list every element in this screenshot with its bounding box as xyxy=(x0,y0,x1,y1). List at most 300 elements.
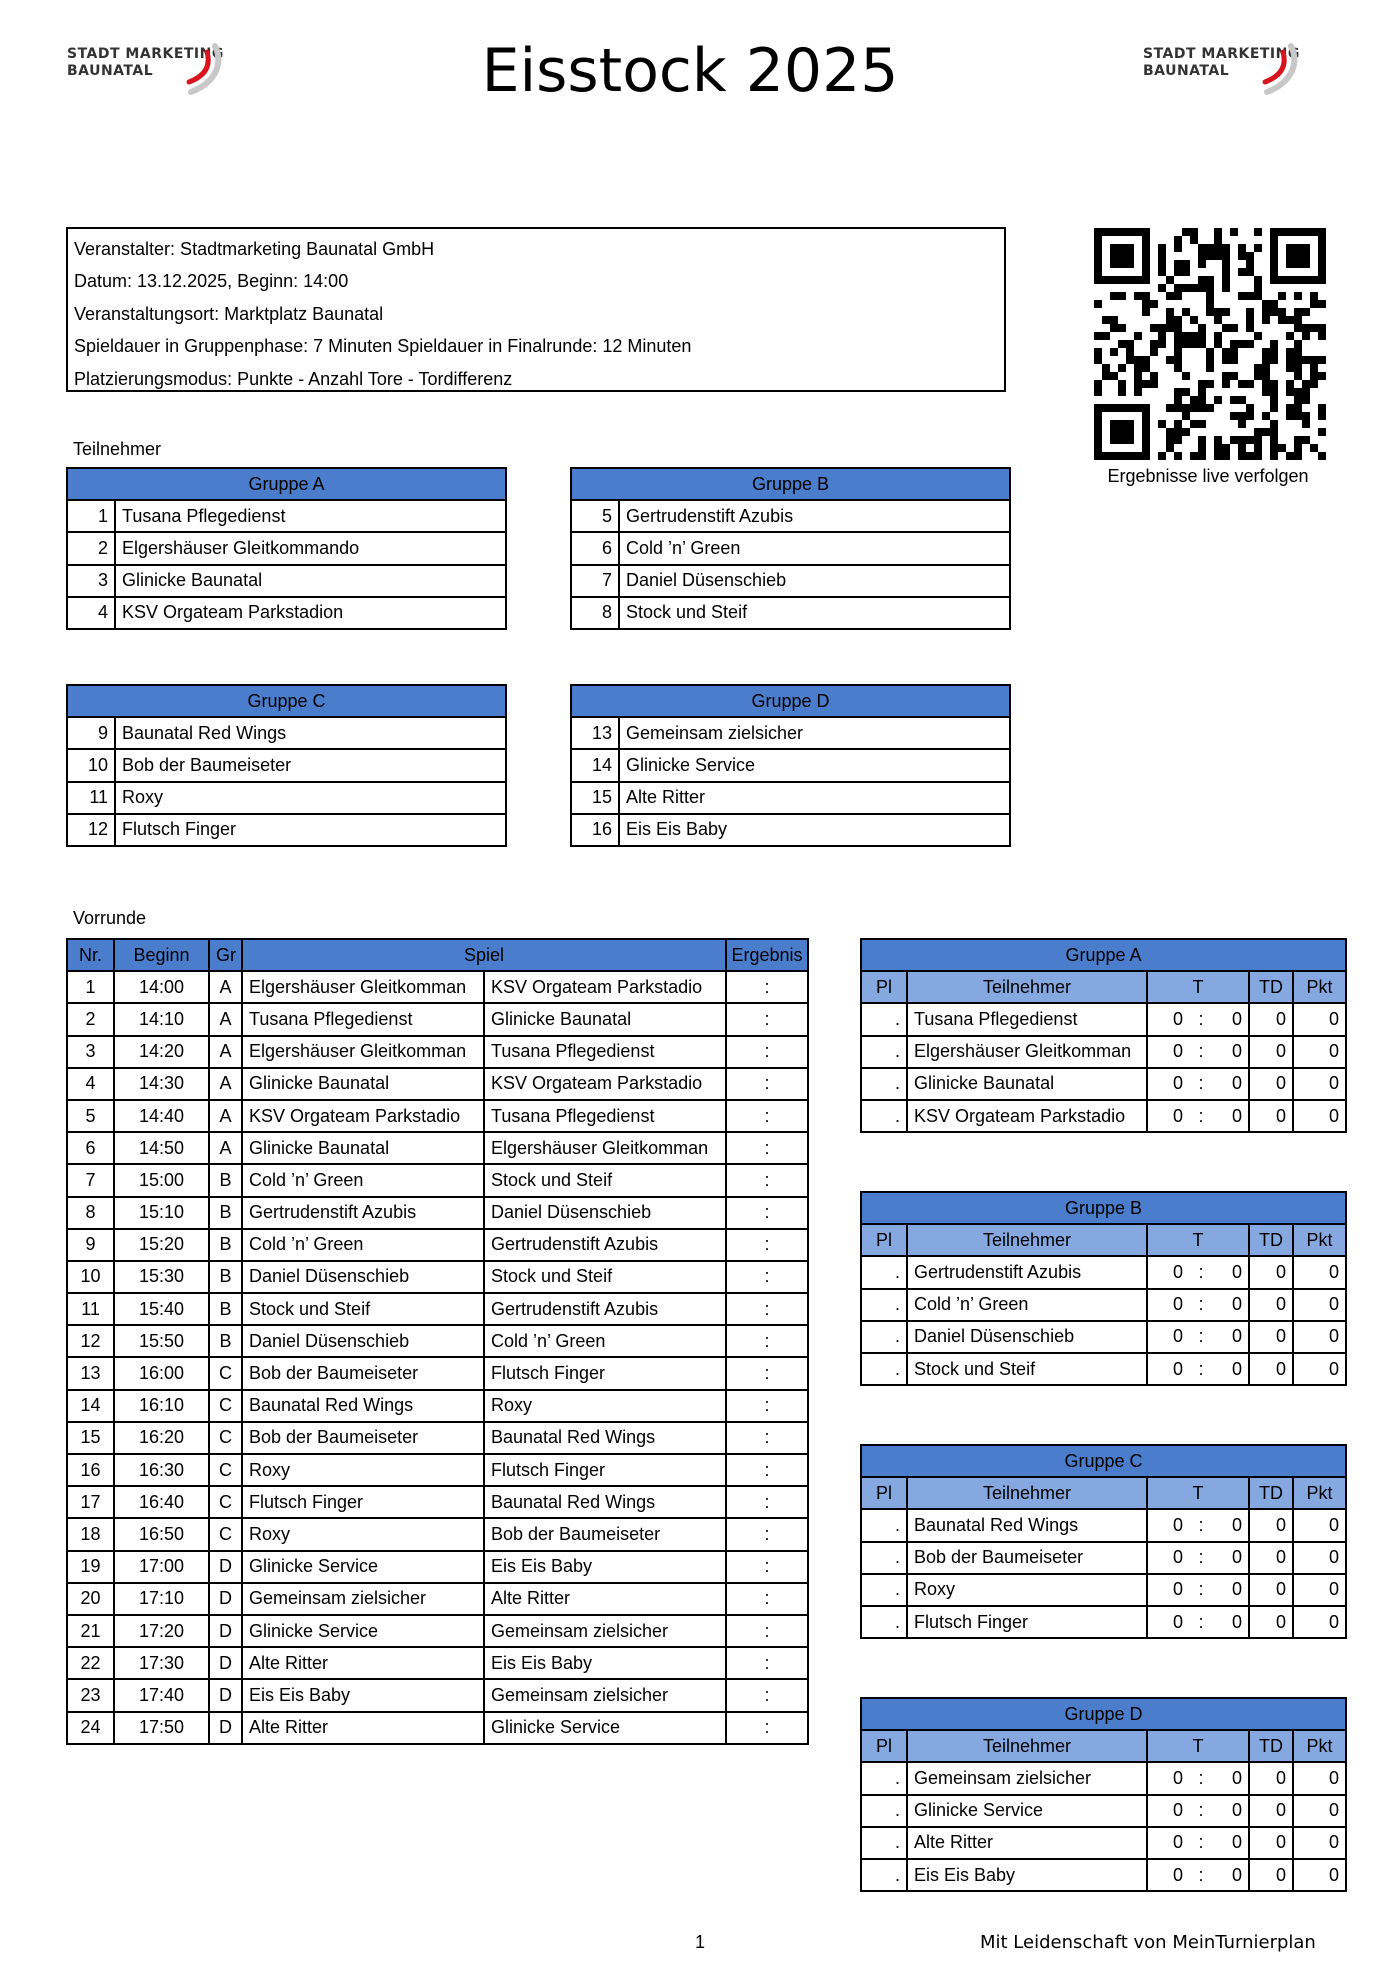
standings-goals-against: 0 xyxy=(1213,1795,1249,1827)
match-group: B xyxy=(209,1261,242,1293)
col-header-pl: Pl xyxy=(861,1730,907,1762)
col-header-td: TD xyxy=(1249,1224,1293,1256)
team-row xyxy=(571,749,1010,781)
match-result: : xyxy=(726,1679,808,1711)
standings-points: 0 xyxy=(1293,1574,1346,1606)
standings-row xyxy=(861,1003,1346,1035)
match-row xyxy=(67,1647,808,1679)
standings-goals-separator: : xyxy=(1189,1795,1213,1827)
match-time: 16:40 xyxy=(114,1486,209,1518)
match-time: 14:50 xyxy=(114,1132,209,1164)
standings-row xyxy=(861,1289,1346,1321)
standings-team: Glinicke Baunatal xyxy=(907,1068,1147,1100)
standings-place: . xyxy=(861,1509,907,1541)
col-header-pkt: Pkt xyxy=(1293,1477,1346,1509)
team-number: 9 xyxy=(67,717,115,749)
standings-points: 0 xyxy=(1293,1256,1346,1288)
standings-points: 0 xyxy=(1293,1827,1346,1859)
standings-goals-for: 0 xyxy=(1147,1256,1189,1288)
standings-group-header: Gruppe B xyxy=(861,1192,1346,1224)
participants-group-a xyxy=(66,467,507,630)
standings-goal-diff: 0 xyxy=(1249,1321,1293,1353)
team-name: Flutsch Finger xyxy=(115,814,506,846)
standings-team: KSV Orgateam Parkstadio xyxy=(907,1100,1147,1132)
standings-points: 0 xyxy=(1293,1036,1346,1068)
match-result: : xyxy=(726,1197,808,1229)
standings-row xyxy=(861,1068,1346,1100)
event-info-box xyxy=(66,227,1006,392)
standings-place: . xyxy=(861,1762,907,1794)
match-row xyxy=(67,1164,808,1196)
match-result: : xyxy=(726,1422,808,1454)
match-result: : xyxy=(726,1712,808,1744)
qr-code[interactable] xyxy=(1094,228,1326,460)
match-row xyxy=(67,1229,808,1261)
match-number: 11 xyxy=(67,1293,114,1325)
standings-place: . xyxy=(861,1827,907,1859)
team-row xyxy=(571,717,1010,749)
match-home-team: Bob der Baumeiseter xyxy=(242,1357,484,1389)
standings-goals-against: 0 xyxy=(1213,1289,1249,1321)
match-away-team: Roxy xyxy=(484,1390,726,1422)
standings-points: 0 xyxy=(1293,1353,1346,1385)
team-name: Alte Ritter xyxy=(619,782,1010,814)
standings-points: 0 xyxy=(1293,1606,1346,1638)
match-away-team: Glinicke Service xyxy=(484,1712,726,1744)
team-name: Baunatal Red Wings xyxy=(115,717,506,749)
col-header-team: Teilnehmer xyxy=(907,1730,1147,1762)
standings-goals-for: 0 xyxy=(1147,1068,1189,1100)
logo-swoosh-icon xyxy=(179,42,239,96)
standings-place: . xyxy=(861,1256,907,1288)
match-number: 10 xyxy=(67,1261,114,1293)
col-header-pl: Pl xyxy=(861,1477,907,1509)
footer-credit: Mit Leidenschaft von MeinTurnierplan xyxy=(980,1932,1316,1953)
match-group: C xyxy=(209,1390,242,1422)
standings-points: 0 xyxy=(1293,1859,1346,1891)
match-away-team: KSV Orgateam Parkstadio xyxy=(484,1068,726,1100)
col-header-td: TD xyxy=(1249,1477,1293,1509)
match-home-team: Roxy xyxy=(242,1518,484,1550)
match-row xyxy=(67,1422,808,1454)
match-home-team: Daniel Düsenschieb xyxy=(242,1325,484,1357)
standings-group-b xyxy=(860,1191,1347,1386)
standings-goals-against: 0 xyxy=(1213,1068,1249,1100)
match-group: B xyxy=(209,1164,242,1196)
standings-team: Daniel Düsenschieb xyxy=(907,1321,1147,1353)
match-home-team: Roxy xyxy=(242,1454,484,1486)
match-row xyxy=(67,1454,808,1486)
standings-points: 0 xyxy=(1293,1542,1346,1574)
standings-row xyxy=(861,1256,1346,1288)
match-home-team: Elgershäuser Gleitkomman xyxy=(242,971,484,1003)
match-home-team: Alte Ritter xyxy=(242,1712,484,1744)
team-row xyxy=(67,597,506,629)
standings-team: Tusana Pflegedienst xyxy=(907,1003,1147,1035)
team-name: Stock und Steif xyxy=(619,597,1010,629)
standings-goal-diff: 0 xyxy=(1249,1353,1293,1385)
logo-swoosh-icon xyxy=(1255,42,1315,96)
match-result: : xyxy=(726,1583,808,1615)
match-time: 17:40 xyxy=(114,1679,209,1711)
team-number: 6 xyxy=(571,532,619,564)
match-number: 23 xyxy=(67,1679,114,1711)
match-time: 15:30 xyxy=(114,1261,209,1293)
match-home-team: Glinicke Service xyxy=(242,1615,484,1647)
match-home-team: Flutsch Finger xyxy=(242,1486,484,1518)
logo-right xyxy=(1143,42,1333,102)
match-result: : xyxy=(726,1518,808,1550)
match-number: 17 xyxy=(67,1486,114,1518)
team-number: 15 xyxy=(571,782,619,814)
standings-points: 0 xyxy=(1293,1289,1346,1321)
match-group: C xyxy=(209,1454,242,1486)
col-header-pkt: Pkt xyxy=(1293,971,1346,1003)
match-row xyxy=(67,1551,808,1583)
team-number: 7 xyxy=(571,565,619,597)
standings-goals-against: 0 xyxy=(1213,1859,1249,1891)
match-group: A xyxy=(209,1036,242,1068)
standings-goals-for: 0 xyxy=(1147,1321,1189,1353)
team-row xyxy=(67,565,506,597)
match-result: : xyxy=(726,1164,808,1196)
match-away-team: Eis Eis Baby xyxy=(484,1647,726,1679)
standings-group-header: Gruppe A xyxy=(861,939,1346,971)
match-result: : xyxy=(726,1357,808,1389)
match-time: 14:20 xyxy=(114,1036,209,1068)
team-name: Gemeinsam zielsicher xyxy=(619,717,1010,749)
match-away-team: Tusana Pflegedienst xyxy=(484,1100,726,1132)
match-group: A xyxy=(209,1003,242,1035)
qr-caption: Ergebnisse live verfolgen xyxy=(1107,466,1309,486)
standings-team: Gertrudenstift Azubis xyxy=(907,1256,1147,1288)
match-group: A xyxy=(209,1100,242,1132)
match-group: B xyxy=(209,1293,242,1325)
match-number: 20 xyxy=(67,1583,114,1615)
page-title: Eisstock 2025 xyxy=(481,36,899,106)
match-row xyxy=(67,1068,808,1100)
standings-team: Eis Eis Baby xyxy=(907,1859,1147,1891)
team-number: 11 xyxy=(67,782,115,814)
match-result: : xyxy=(726,1229,808,1261)
group-header: Gruppe B xyxy=(571,468,1010,500)
match-home-team: Cold ’n’ Green xyxy=(242,1164,484,1196)
team-row xyxy=(67,532,506,564)
schedule-table xyxy=(66,938,809,1745)
match-away-team: Gemeinsam zielsicher xyxy=(484,1615,726,1647)
match-row xyxy=(67,1615,808,1647)
match-away-team: Daniel Düsenschieb xyxy=(484,1197,726,1229)
standings-goals-for: 0 xyxy=(1147,1289,1189,1321)
standings-group-header: Gruppe D xyxy=(861,1698,1346,1730)
match-time: 16:50 xyxy=(114,1518,209,1550)
standings-goal-diff: 0 xyxy=(1249,1289,1293,1321)
standings-place: . xyxy=(861,1574,907,1606)
match-result: : xyxy=(726,971,808,1003)
match-away-team: Stock und Steif xyxy=(484,1261,726,1293)
team-name: KSV Orgateam Parkstadion xyxy=(115,597,506,629)
standings-place: . xyxy=(861,1795,907,1827)
match-home-team: Cold ’n’ Green xyxy=(242,1229,484,1261)
team-row xyxy=(67,749,506,781)
match-time: 16:30 xyxy=(114,1454,209,1486)
standings-group-header: Gruppe C xyxy=(861,1445,1346,1477)
match-number: 1 xyxy=(67,971,114,1003)
team-row xyxy=(571,532,1010,564)
team-name: Glinicke Baunatal xyxy=(115,565,506,597)
match-result: : xyxy=(726,1486,808,1518)
col-header-pkt: Pkt xyxy=(1293,1730,1346,1762)
match-time: 17:50 xyxy=(114,1712,209,1744)
match-group: D xyxy=(209,1679,242,1711)
col-header-td: TD xyxy=(1249,971,1293,1003)
team-name: Daniel Düsenschieb xyxy=(619,565,1010,597)
match-number: 13 xyxy=(67,1357,114,1389)
standings-goals-separator: : xyxy=(1189,1003,1213,1035)
standings-row xyxy=(861,1859,1346,1891)
participants-group-b xyxy=(570,467,1011,630)
standings-goals-separator: : xyxy=(1189,1289,1213,1321)
col-header-t: T xyxy=(1147,971,1249,1003)
logo-left xyxy=(67,42,257,102)
match-row xyxy=(67,1132,808,1164)
standings-goal-diff: 0 xyxy=(1249,1509,1293,1541)
match-away-team: Tusana Pflegedienst xyxy=(484,1036,726,1068)
team-row xyxy=(67,782,506,814)
standings-goals-separator: : xyxy=(1189,1827,1213,1859)
standings-goal-diff: 0 xyxy=(1249,1859,1293,1891)
standings-row xyxy=(861,1606,1346,1638)
standings-goals-for: 0 xyxy=(1147,1859,1189,1891)
team-number: 5 xyxy=(571,500,619,532)
match-time: 15:20 xyxy=(114,1229,209,1261)
info-duration: Spieldauer in Gruppenphase: 7 Minuten Spieldauer in Finalrunde: 12 Minuten xyxy=(74,336,692,357)
match-group: D xyxy=(209,1583,242,1615)
team-row xyxy=(67,500,506,532)
standings-place: . xyxy=(861,1036,907,1068)
standings-row xyxy=(861,1509,1346,1541)
standings-goals-separator: : xyxy=(1189,1606,1213,1638)
match-group: C xyxy=(209,1518,242,1550)
standings-goals-against: 0 xyxy=(1213,1036,1249,1068)
match-group: B xyxy=(209,1229,242,1261)
standings-goals-separator: : xyxy=(1189,1574,1213,1606)
match-away-team: Stock und Steif xyxy=(484,1164,726,1196)
match-result: : xyxy=(726,1647,808,1679)
match-number: 19 xyxy=(67,1551,114,1583)
match-result: : xyxy=(726,1390,808,1422)
match-group: C xyxy=(209,1357,242,1389)
match-row xyxy=(67,1293,808,1325)
match-home-team: Glinicke Baunatal xyxy=(242,1068,484,1100)
team-row xyxy=(67,717,506,749)
team-name: Eis Eis Baby xyxy=(619,814,1010,846)
match-away-team: Eis Eis Baby xyxy=(484,1551,726,1583)
standings-goals-separator: : xyxy=(1189,1762,1213,1794)
standings-goals-against: 0 xyxy=(1213,1321,1249,1353)
match-number: 21 xyxy=(67,1615,114,1647)
match-result: : xyxy=(726,1551,808,1583)
standings-goal-diff: 0 xyxy=(1249,1068,1293,1100)
match-group: B xyxy=(209,1325,242,1357)
standings-team: Glinicke Service xyxy=(907,1795,1147,1827)
standings-goal-diff: 0 xyxy=(1249,1762,1293,1794)
standings-place: . xyxy=(861,1068,907,1100)
match-away-team: Flutsch Finger xyxy=(484,1357,726,1389)
match-result: : xyxy=(726,1293,808,1325)
team-name: Tusana Pflegedienst xyxy=(115,500,506,532)
match-group: A xyxy=(209,1068,242,1100)
standings-goals-for: 0 xyxy=(1147,1606,1189,1638)
logo-line1: STADT MARKETING xyxy=(67,46,224,62)
match-row xyxy=(67,1583,808,1615)
match-time: 15:00 xyxy=(114,1164,209,1196)
standings-goal-diff: 0 xyxy=(1249,1256,1293,1288)
team-number: 10 xyxy=(67,749,115,781)
standings-place: . xyxy=(861,1003,907,1035)
standings-row xyxy=(861,1574,1346,1606)
match-result: : xyxy=(726,1036,808,1068)
participants-group-c xyxy=(66,684,507,847)
match-home-team: Gertrudenstift Azubis xyxy=(242,1197,484,1229)
team-name: Roxy xyxy=(115,782,506,814)
standings-goals-for: 0 xyxy=(1147,1542,1189,1574)
team-row xyxy=(67,814,506,846)
info-venue: Veranstaltungsort: Marktplatz Baunatal xyxy=(74,303,384,324)
standings-goals-against: 0 xyxy=(1213,1353,1249,1385)
match-home-team: Baunatal Red Wings xyxy=(242,1390,484,1422)
standings-points: 0 xyxy=(1293,1321,1346,1353)
team-name: Cold ’n’ Green xyxy=(619,532,1010,564)
standings-goal-diff: 0 xyxy=(1249,1795,1293,1827)
standings-points: 0 xyxy=(1293,1762,1346,1794)
team-number: 4 xyxy=(67,597,115,629)
match-home-team: Bob der Baumeiseter xyxy=(242,1422,484,1454)
standings-goals-against: 0 xyxy=(1213,1827,1249,1859)
team-row xyxy=(571,500,1010,532)
standings-team: Alte Ritter xyxy=(907,1827,1147,1859)
match-group: A xyxy=(209,1132,242,1164)
standings-goals-against: 0 xyxy=(1213,1256,1249,1288)
col-header-t: T xyxy=(1147,1730,1249,1762)
standings-row xyxy=(861,1795,1346,1827)
standings-place: . xyxy=(861,1100,907,1132)
standings-team: Flutsch Finger xyxy=(907,1606,1147,1638)
match-away-team: Elgershäuser Gleitkomman xyxy=(484,1132,726,1164)
standings-place: . xyxy=(861,1353,907,1385)
match-result: : xyxy=(726,1068,808,1100)
match-result: : xyxy=(726,1003,808,1035)
standings-place: . xyxy=(861,1859,907,1891)
team-number: 12 xyxy=(67,814,115,846)
standings-group-d xyxy=(860,1697,1347,1892)
team-number: 1 xyxy=(67,500,115,532)
team-number: 13 xyxy=(571,717,619,749)
standings-team: Stock und Steif xyxy=(907,1353,1147,1385)
standings-goals-separator: : xyxy=(1189,1321,1213,1353)
col-header-team: Teilnehmer xyxy=(907,971,1147,1003)
team-name: Elgershäuser Gleitkommando xyxy=(115,532,506,564)
standings-goal-diff: 0 xyxy=(1249,1542,1293,1574)
standings-place: . xyxy=(861,1542,907,1574)
match-away-team: Flutsch Finger xyxy=(484,1454,726,1486)
match-time: 15:40 xyxy=(114,1293,209,1325)
standings-goal-diff: 0 xyxy=(1249,1036,1293,1068)
match-number: 6 xyxy=(67,1132,114,1164)
standings-row xyxy=(861,1353,1346,1385)
page-number: 1 xyxy=(695,1932,706,1952)
match-row xyxy=(67,1325,808,1357)
match-home-team: Daniel Düsenschieb xyxy=(242,1261,484,1293)
standings-goal-diff: 0 xyxy=(1249,1100,1293,1132)
match-time: 17:20 xyxy=(114,1615,209,1647)
standings-goals-separator: : xyxy=(1189,1509,1213,1541)
team-name: Bob der Baumeiseter xyxy=(115,749,506,781)
match-number: 16 xyxy=(67,1454,114,1486)
match-home-team: KSV Orgateam Parkstadio xyxy=(242,1100,484,1132)
standings-goal-diff: 0 xyxy=(1249,1827,1293,1859)
standings-goals-separator: : xyxy=(1189,1036,1213,1068)
participants-label: Teilnehmer xyxy=(73,439,162,459)
standings-goals-separator: : xyxy=(1189,1256,1213,1288)
standings-points: 0 xyxy=(1293,1068,1346,1100)
standings-goals-separator: : xyxy=(1189,1542,1213,1574)
team-row xyxy=(571,782,1010,814)
match-time: 16:20 xyxy=(114,1422,209,1454)
match-number: 12 xyxy=(67,1325,114,1357)
match-time: 16:10 xyxy=(114,1390,209,1422)
standings-goals-separator: : xyxy=(1189,1859,1213,1891)
col-header-ergebnis: Ergebnis xyxy=(726,939,808,971)
team-number: 2 xyxy=(67,532,115,564)
standings-goals-for: 0 xyxy=(1147,1762,1189,1794)
standings-team: Baunatal Red Wings xyxy=(907,1509,1147,1541)
col-header-pl: Pl xyxy=(861,971,907,1003)
match-number: 22 xyxy=(67,1647,114,1679)
match-away-team: Bob der Baumeiseter xyxy=(484,1518,726,1550)
standings-points: 0 xyxy=(1293,1003,1346,1035)
team-row xyxy=(571,814,1010,846)
col-header-td: TD xyxy=(1249,1730,1293,1762)
match-time: 15:10 xyxy=(114,1197,209,1229)
match-row xyxy=(67,1712,808,1744)
match-number: 14 xyxy=(67,1390,114,1422)
match-number: 7 xyxy=(67,1164,114,1196)
standings-row xyxy=(861,1762,1346,1794)
match-away-team: Baunatal Red Wings xyxy=(484,1486,726,1518)
standings-goals-against: 0 xyxy=(1213,1542,1249,1574)
group-header: Gruppe C xyxy=(67,685,506,717)
match-away-team: Gertrudenstift Azubis xyxy=(484,1229,726,1261)
match-row xyxy=(67,1679,808,1711)
col-header-team: Teilnehmer xyxy=(907,1224,1147,1256)
match-away-team: Gemeinsam zielsicher xyxy=(484,1679,726,1711)
match-group: D xyxy=(209,1551,242,1583)
team-name: Gertrudenstift Azubis xyxy=(619,500,1010,532)
match-home-team: Tusana Pflegedienst xyxy=(242,1003,484,1035)
match-result: : xyxy=(726,1100,808,1132)
standings-goals-against: 0 xyxy=(1213,1574,1249,1606)
match-row xyxy=(67,1486,808,1518)
match-away-team: Alte Ritter xyxy=(484,1583,726,1615)
logo-line1: STADT MARKETING xyxy=(1143,46,1300,62)
match-row xyxy=(67,1003,808,1035)
col-header-spiel: Spiel xyxy=(242,939,726,971)
match-group: D xyxy=(209,1712,242,1744)
group-header: Gruppe D xyxy=(571,685,1010,717)
match-number: 4 xyxy=(67,1068,114,1100)
standings-goal-diff: 0 xyxy=(1249,1003,1293,1035)
